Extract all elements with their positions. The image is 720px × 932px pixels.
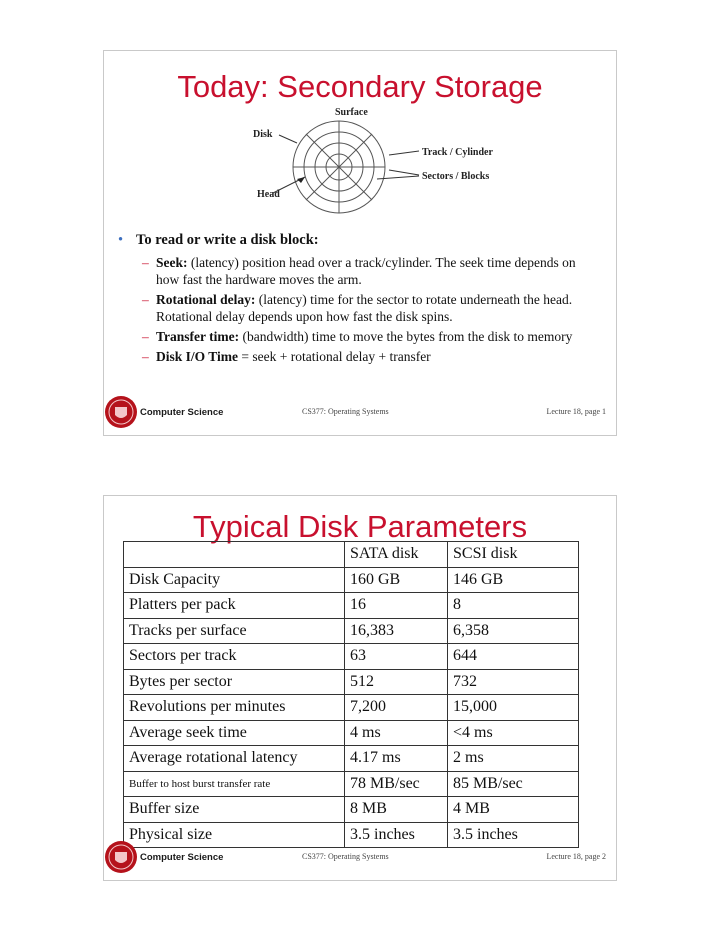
table-cell: 15,000 (448, 695, 579, 721)
disk-label: Disk (253, 129, 273, 140)
slide-footer (104, 840, 616, 874)
sub-item (142, 348, 600, 365)
disk-params-table (123, 541, 579, 848)
table-cell: 16,383 (345, 618, 448, 644)
table-row (124, 593, 579, 619)
table-cell: 16 (345, 593, 448, 619)
table-cell: 3.5 inches (345, 822, 448, 848)
table-row (124, 669, 579, 695)
bullet-text: To read or write a disk block: (136, 232, 319, 248)
dash-icon: – (142, 292, 149, 307)
sub-item (142, 328, 600, 345)
table-cell: 8 MB (345, 797, 448, 823)
dash-icon: – (142, 255, 149, 270)
table-cell: Average seek time (124, 720, 345, 746)
university-seal-icon (104, 395, 138, 429)
table-row (124, 695, 579, 721)
sub-text: = seek + rotational delay + transfer (241, 349, 431, 364)
head-label: Head (257, 189, 280, 200)
table-cell: Bytes per sector (124, 669, 345, 695)
table-cell: 4 ms (345, 720, 448, 746)
course-label: CS377: Operating Systems (302, 407, 389, 416)
bullet-list (118, 232, 600, 368)
table-cell: 85 MB/sec (448, 771, 579, 797)
table-cell: 7,200 (345, 695, 448, 721)
page-label: Lecture 18, page 1 (546, 407, 606, 416)
table-cell: 6,358 (448, 618, 579, 644)
sectors-label: Sectors / Blocks (422, 171, 490, 182)
sub-text: (latency) time for the sector to rotate underneath the head. Rotational delay depends upon how fast the disk spins. (156, 292, 573, 324)
table-cell: Tracks per surface (124, 618, 345, 644)
table-cell: 2 ms (448, 746, 579, 772)
track-label: Track / Cylinder (422, 147, 493, 158)
table-header-cell: SATA disk (345, 542, 448, 568)
dept-label: Computer Science (140, 852, 224, 863)
table-cell: Sectors per track (124, 644, 345, 670)
bullet-dot-icon: • (118, 232, 124, 248)
slide-1 (103, 50, 617, 436)
sub-item (142, 291, 600, 325)
course-label: CS377: Operating Systems (302, 852, 389, 861)
table-cell: 4.17 ms (345, 746, 448, 772)
slide-2 (103, 495, 617, 881)
university-seal-icon (104, 840, 138, 874)
dash-icon: – (142, 349, 149, 364)
table-row (124, 771, 579, 797)
sub-term: Rotational delay: (156, 292, 256, 307)
bullet-item (118, 232, 600, 249)
table-cell: Buffer to host burst transfer rate (124, 771, 345, 797)
sub-item (142, 254, 600, 288)
table-row (124, 746, 579, 772)
dept-label: Computer Science (140, 407, 224, 418)
sub-term: Seek: (156, 255, 188, 270)
table-header-cell: SCSI disk (448, 542, 579, 568)
table-cell: 63 (345, 644, 448, 670)
table-row (124, 618, 579, 644)
table-cell: Buffer size (124, 797, 345, 823)
table-cell: Physical size (124, 822, 345, 848)
table-cell: 512 (345, 669, 448, 695)
table-header-row (124, 542, 579, 568)
page-label: Lecture 18, page 2 (546, 852, 606, 861)
table-cell: 146 GB (448, 567, 579, 593)
table-row (124, 720, 579, 746)
sub-text: (latency) position head over a track/cylinder. The seek time depends on how fast the hardware moves the arm. (156, 255, 576, 287)
slide-title: Typical Disk Parameters (192, 509, 528, 544)
table-row (124, 797, 579, 823)
table-cell: Disk Capacity (124, 567, 345, 593)
slide-title: Today: Secondary Storage (177, 69, 543, 104)
table-cell: Platters per pack (124, 593, 345, 619)
table-cell: 78 MB/sec (345, 771, 448, 797)
table-cell: <4 ms (448, 720, 579, 746)
slide-footer (104, 395, 616, 429)
table-cell: 160 GB (345, 567, 448, 593)
table-header-cell (124, 542, 345, 568)
sub-term: Disk I/O Time (156, 349, 239, 364)
table-cell: 3.5 inches (448, 822, 579, 848)
surface-label: Surface (335, 107, 368, 118)
table-cell: 644 (448, 644, 579, 670)
table-cell: Average rotational latency (124, 746, 345, 772)
disk-diagram (239, 107, 509, 217)
table-cell: 8 (448, 593, 579, 619)
sub-term: Transfer time: (156, 329, 240, 344)
table-cell: 732 (448, 669, 579, 695)
dash-icon: – (142, 329, 149, 344)
table-cell: 4 MB (448, 797, 579, 823)
table-cell: Revolutions per minutes (124, 695, 345, 721)
sub-text: (bandwidth) time to move the bytes from the disk to memory (242, 329, 573, 344)
table-row (124, 644, 579, 670)
table-row (124, 567, 579, 593)
